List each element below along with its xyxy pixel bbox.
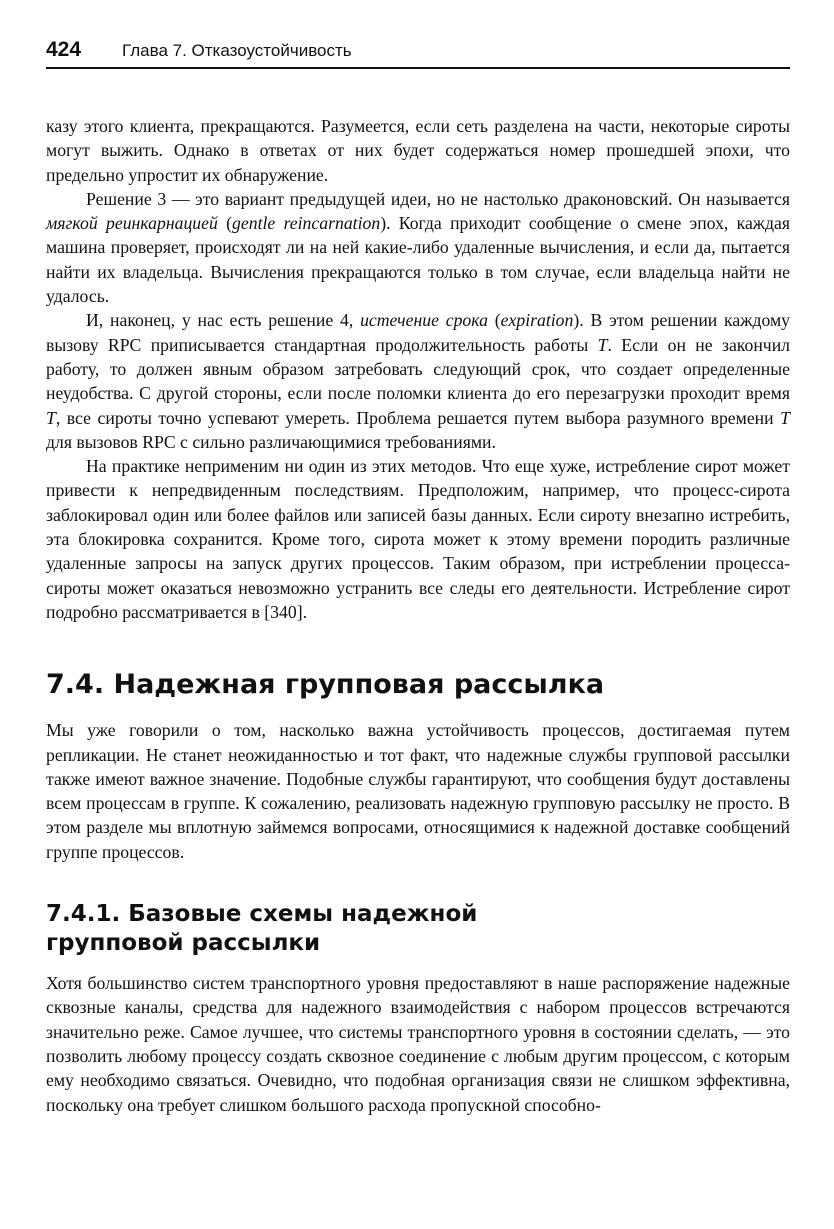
- text-run: (: [217, 213, 233, 234]
- text-run: ). В этом решении каждому вызову RPC приписывается стандартная продолжительность работы: [46, 310, 790, 355]
- paragraph-2: [46, 187, 790, 308]
- term-expiration: истечение срока: [360, 310, 488, 331]
- paragraph-6: Хотя большинство систем транспортного уровня предоставляют в наше распоряжение надежные сквозные каналы, средства для надежного взаимодействия с набором процессов встречаются значительно реже. Самое лучшее, что системы транспортного уровня в состоянии сделать, — это позволить любому процессу создать сквозное соединение с любым другим процессом, с которым ему необходимо связаться. Очевидно, что подобная организация связи не слишком эффективна, поскольку она требует слишком большого расхода пропускной способно-: [46, 973, 790, 1115]
- paragraph-5: Мы уже говорили о том, насколько важна устойчивость процессов, достигаемая путем репликации. Не станет неожиданностью и тот факт, что надежные службы групповой рассылки также имеют важное значение. Подобные службы гарантируют, что сообщения будут доставлены всем процессам в группе. К сожалению, реализовать надежную групповую рассылку не просто. В этом разделе мы вплотную займемся вопросами, относящимися к надежной доставке сообщений группе процессов.: [46, 720, 790, 862]
- variable-t: T: [597, 334, 608, 355]
- header-rule: [46, 67, 790, 69]
- text-run: для вызовов RPC с сильно различающимися требованиями.: [46, 431, 496, 452]
- text-run: Решение 3 — это вариант предыдущей идеи, но не настолько драконовский. Он называется: [86, 188, 790, 209]
- text-run: ). Когда приходит сообщение о смене эпох, каждая машина проверяет, происходят ли на ней какие-либо удаленные вычисления, и если да, пытается найти их владельца. Вычисления прекращаются только в том случае, если владельца найти не удалось.: [46, 213, 791, 307]
- page-body: [46, 114, 790, 1117]
- text-run: (: [487, 310, 501, 331]
- paragraph-4: На практике неприменим ни один из этих методов. Что еще хуже, истребление сирот может привести к непредвиденным последствиям. Предположим, например, что процесс-сирота заблокировал один или более файлов или записей базы данных. Если сироту внезапно истребить, эта блокировка сохранится. Кроме того, сирота может к этому времени породить различные удаленные запросы на запуск других процессов. Таким образом, при истреблении процесса-сироты может оказаться невозможно устранить все следы его деятельности. Истребление сирот подробно рассматривается в [340].: [46, 456, 790, 622]
- variable-t: T: [780, 407, 790, 428]
- page-number: 424: [46, 38, 82, 61]
- section-heading: 7.4. Надежная групповая рассылка: [46, 669, 605, 701]
- text-run: И, наконец, у нас есть решение 4,: [86, 310, 361, 331]
- running-header: [46, 36, 790, 68]
- chapter-title: Глава 7. Отказоустойчивость: [122, 41, 352, 60]
- term-gentle-reincarnation-en: gentle reincarnation: [232, 213, 381, 234]
- text-run: , все сироты точно успевают умереть. Проблема решается путем выбора разумного времени: [55, 407, 781, 428]
- subsection-heading-line-1: 7.4.1. Базовые схемы надежной: [46, 901, 478, 928]
- subsection-heading: [46, 900, 790, 958]
- text-run: . Если он не закончил работу, то должен явным образом затребовать следующий срок, что создает определенные неудобства. С другой стороны, если после поломки клиента до его перезагрузки проходит время: [46, 334, 790, 404]
- subsection-heading-line-2: групповой рассылки: [46, 930, 321, 957]
- variable-t: T: [46, 407, 56, 428]
- term-expiration-en: expiration: [500, 310, 574, 331]
- paragraph-1: казу этого клиента, прекращаются. Разумеется, если сеть разделена на части, некоторые сироты могут выжить. Однако в ответах от них будет содержаться номер прошедшей эпохи, что предельно упростит их обнаружение.: [46, 116, 790, 185]
- paragraph-3: [46, 308, 790, 454]
- term-gentle-reincarnation: мягкой реинкарнацией: [46, 213, 218, 234]
